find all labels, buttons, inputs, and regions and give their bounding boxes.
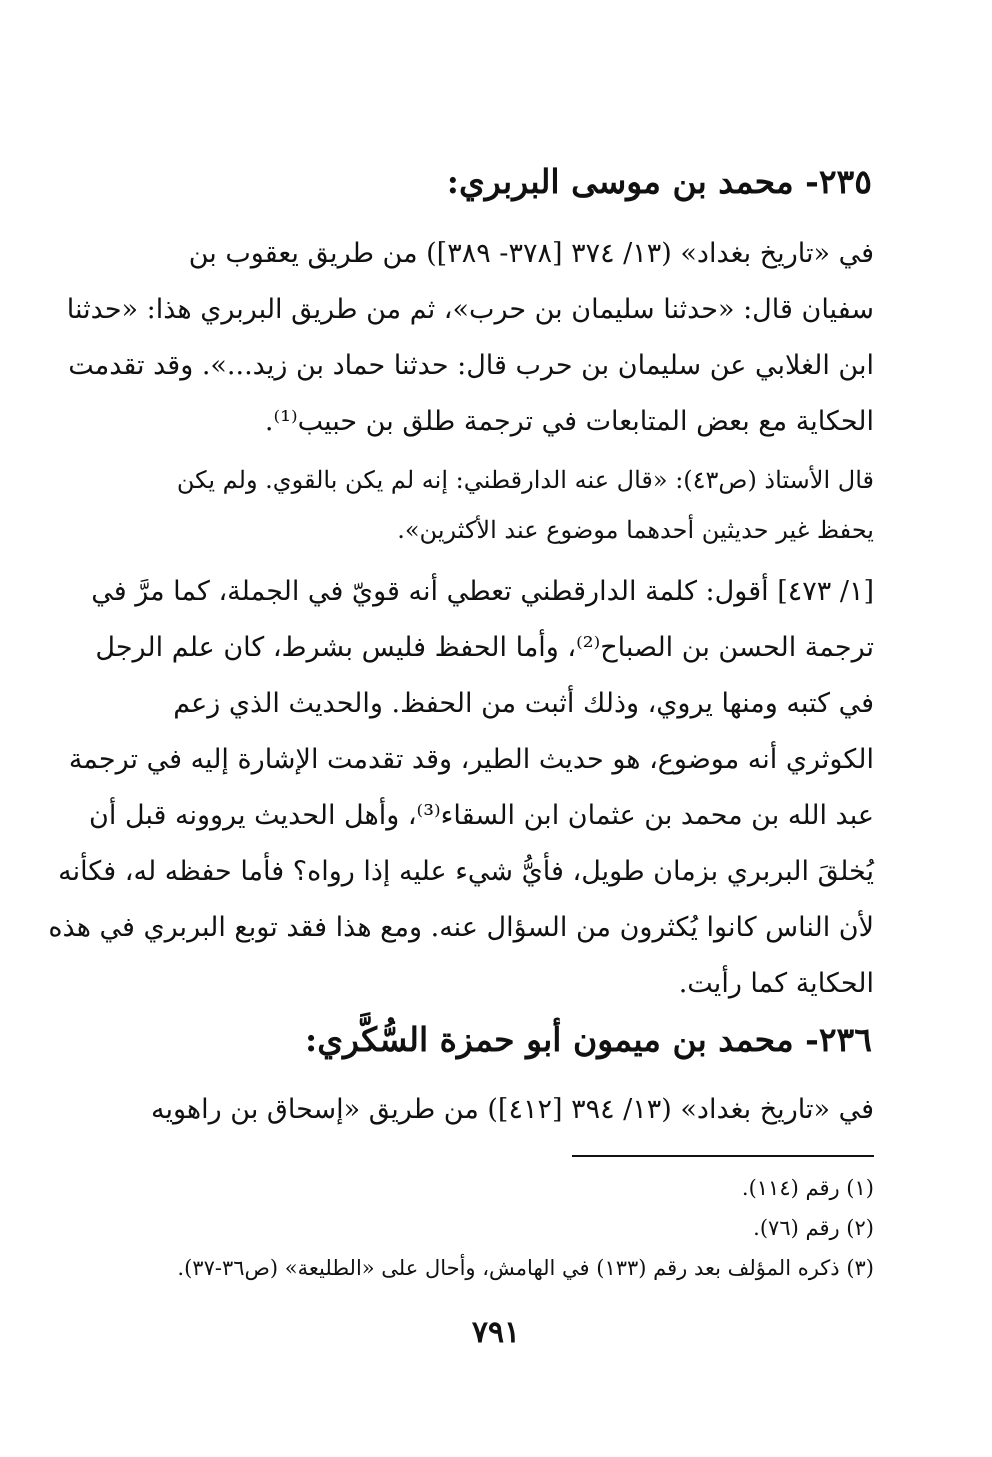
reply-line-7: لأن الناس كانوا يُكثرون من السؤال عنه. ومع هذا فقد توبع البربري في هذه — [48, 912, 874, 943]
entry-235-heading: ٢٣٥- محمد بن موسى البربري: — [446, 162, 872, 201]
page-number: ٧٩١ — [471, 1315, 521, 1350]
footnote-3: (٣) ذكره المؤلف بعد رقم (١٣٣) في الهامش، وأحال على «الطليعة» (ص٣٦-٣٧). — [177, 1256, 874, 1280]
quote-paragraph — [112, 455, 874, 555]
reply-line-4: الكوثري أنه موضوع، هو حديث الطير، وقد تقدمت الإشارة إليه في ترجمة — [68, 744, 874, 775]
entry-235-line-4: الحكاية مع بعض المتابعات في ترجمة طلق بن حبيب⁽¹⁾. — [264, 406, 874, 437]
footnote-separator — [572, 1155, 874, 1157]
footnote-2: (٢) رقم (٧٦). — [753, 1216, 874, 1240]
footnote-1: (١) رقم (١١٤). — [741, 1176, 874, 1200]
entry-236-line-1: في «تاريخ بغداد» (١٣/ ٣٩٤ [٤١٢]) من طريق «إسحاق بن راهويه — [150, 1094, 874, 1125]
entry-235-paragraph — [66, 226, 874, 450]
reply-line-3: في كتبه ومنها يروي، وذلك أثبت من الحفظ. والحديث الذي زعم — [173, 688, 874, 719]
reply-line-8: الحكاية كما رأيت. — [678, 968, 874, 999]
entry-236-paragraph — [112, 1082, 874, 1138]
reply-line-5: عبد الله بن محمد بن عثمان ابن السقاء⁽³⁾، وأهل الحديث يروونه قبل أن — [89, 800, 874, 831]
footnotes — [112, 1168, 874, 1288]
entry-236-heading: ٢٣٦- محمد بن ميمون أبو حمزة السُّكَّري: — [305, 1020, 872, 1059]
entry-235-line-1: في «تاريخ بغداد» (١٣/ ٣٧٤ [٣٧٨- ٣٨٩]) من طريق يعقوب بن — [188, 238, 874, 269]
reply-line-2: ترجمة الحسن بن الصباح⁽²⁾، وأما الحفظ فليس بشرط، كان علم الرجل — [95, 632, 874, 663]
entry-235-line-2: سفيان قال: «حدثنا سليمان بن حرب»، ثم من طريق البربري هذا: «حدثنا — [66, 294, 874, 325]
quote-line-2: يحفظ غير حديثين أحدهما موضوع عند الأكثرين». — [397, 516, 874, 544]
quote-line-1: قال الأستاذ (ص٤٣): «قال عنه الدارقطني: إنه لم يكن بالقوي. ولم يكن — [176, 466, 874, 494]
entry-235-line-3: ابن الغلابي عن سليمان بن حرب قال: حدثنا حماد بن زيد...». وقد تقدمت — [68, 350, 874, 381]
reply-line-6: يُخلقَ البربري بزمان طويل، فأيُّ شيء عليه إذا رواه؟ فأما حفظه له، فكأنه — [58, 856, 874, 887]
reply-paragraph — [48, 564, 874, 1012]
reply-line-1: [١/ ٤٧٣] أقول: كلمة الدارقطني تعطي أنه قويّ في الجملة، كما مرَّ في — [91, 576, 874, 607]
